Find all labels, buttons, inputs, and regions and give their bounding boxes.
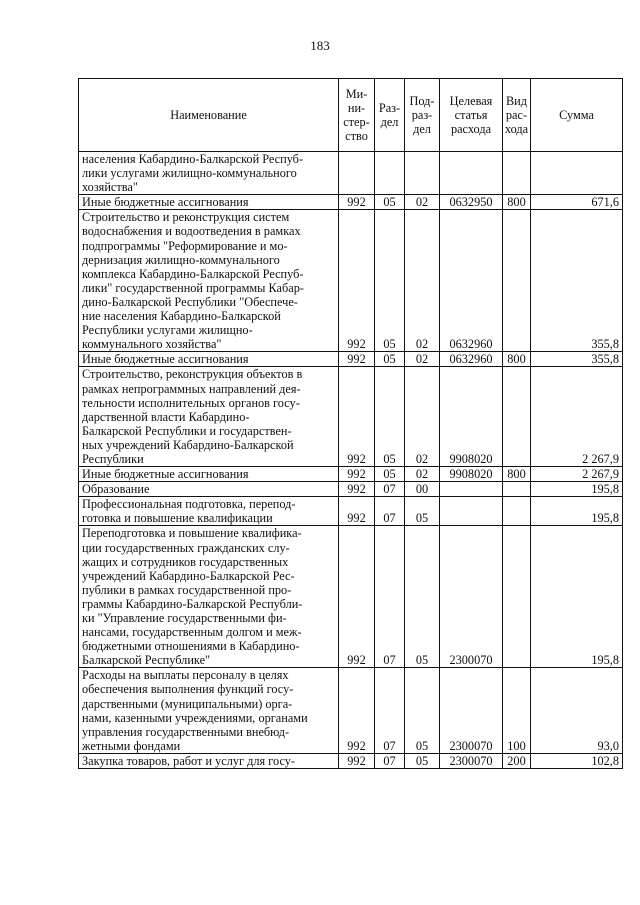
cell-ministry: 992 bbox=[339, 352, 375, 367]
cell-ministry: 992 bbox=[339, 497, 375, 526]
cell-subsection: 00 bbox=[405, 482, 440, 497]
cell-section: 07 bbox=[375, 668, 405, 754]
table-row bbox=[79, 753, 623, 768]
cell-name: населения Кабардино-Балкарской Респуб- лики услугами жилищно-коммунального хозяйства" bbox=[79, 152, 339, 195]
cell-name: Расходы на выплаты персоналу в целях обеспечения выполнения функций госу- дарственными (муниципальными) орга- нами, казенными учреждениями, органами управления государственными внебюд- жетными фондами bbox=[79, 668, 339, 754]
cell-sum: 195,8 bbox=[531, 482, 623, 497]
table-row bbox=[79, 497, 623, 526]
cell-name: Иные бюджетные ассигнования bbox=[79, 467, 339, 482]
cell-name: Закупка товаров, работ и услуг для госу- bbox=[79, 753, 339, 768]
cell-subsection: 05 bbox=[405, 668, 440, 754]
cell-name: Строительство, реконструкция объектов в рамках непрограммных направлений дея- тельности исполнительных органов госу- дарственной власти Кабардино- Балкарской Республики и государствен- ных учреждений Кабардино-Балкарской Республики bbox=[79, 367, 339, 467]
cell-name: Строительство и реконструкция систем водоснабжения и водоотведения в рамках подпрограммы "Реформирование и мо- дернизация жилищно-коммунального комплекса Кабардино-Балкарской Респуб- лики" государственной программы Кабар- дино-Балкарской Республики "Обеспече- ние населения Кабардино-Балкарской Республики услугами жилищно- коммунального хозяйства" bbox=[79, 210, 339, 352]
table-row bbox=[79, 352, 623, 367]
table-row bbox=[79, 668, 623, 754]
table-header-row bbox=[79, 79, 623, 152]
cell-target: 2300070 bbox=[440, 526, 503, 668]
cell-subsection: 02 bbox=[405, 467, 440, 482]
cell-section: 05 bbox=[375, 352, 405, 367]
cell-subsection: 02 bbox=[405, 195, 440, 210]
cell-section bbox=[375, 152, 405, 195]
header-subsection: Под- раз- дел bbox=[405, 79, 440, 152]
cell-type: 800 bbox=[503, 467, 531, 482]
budget-table bbox=[78, 78, 623, 769]
cell-ministry: 992 bbox=[339, 367, 375, 467]
cell-type bbox=[503, 152, 531, 195]
cell-type: 100 bbox=[503, 668, 531, 754]
table-row bbox=[79, 467, 623, 482]
table-row bbox=[79, 210, 623, 352]
cell-type bbox=[503, 526, 531, 668]
cell-ministry: 992 bbox=[339, 195, 375, 210]
cell-section: 05 bbox=[375, 195, 405, 210]
cell-target: 0632950 bbox=[440, 195, 503, 210]
cell-sum bbox=[531, 152, 623, 195]
cell-name: Иные бюджетные ассигнования bbox=[79, 352, 339, 367]
cell-type: 800 bbox=[503, 352, 531, 367]
cell-target: 9908020 bbox=[440, 467, 503, 482]
header-target: Целевая статья расхода bbox=[440, 79, 503, 152]
cell-target bbox=[440, 152, 503, 195]
cell-subsection bbox=[405, 152, 440, 195]
cell-sum: 2 267,9 bbox=[531, 367, 623, 467]
header-ministry: Ми- ни- стер- ство bbox=[339, 79, 375, 152]
cell-type bbox=[503, 497, 531, 526]
cell-type bbox=[503, 367, 531, 467]
table-row bbox=[79, 195, 623, 210]
cell-subsection: 02 bbox=[405, 367, 440, 467]
cell-sum: 102,8 bbox=[531, 753, 623, 768]
cell-type bbox=[503, 210, 531, 352]
cell-subsection: 05 bbox=[405, 753, 440, 768]
cell-ministry: 992 bbox=[339, 210, 375, 352]
header-sum: Сумма bbox=[531, 79, 623, 152]
cell-ministry bbox=[339, 152, 375, 195]
cell-target bbox=[440, 482, 503, 497]
cell-name: Образование bbox=[79, 482, 339, 497]
cell-section: 07 bbox=[375, 497, 405, 526]
cell-ministry: 992 bbox=[339, 753, 375, 768]
header-section: Раз- дел bbox=[375, 79, 405, 152]
header-name: Наименование bbox=[79, 79, 339, 152]
cell-section: 05 bbox=[375, 367, 405, 467]
cell-target: 0632960 bbox=[440, 210, 503, 352]
cell-sum: 355,8 bbox=[531, 352, 623, 367]
cell-target: 2300070 bbox=[440, 668, 503, 754]
cell-ministry: 992 bbox=[339, 668, 375, 754]
cell-sum: 2 267,9 bbox=[531, 467, 623, 482]
table-row bbox=[79, 526, 623, 668]
cell-section: 07 bbox=[375, 482, 405, 497]
cell-section: 05 bbox=[375, 210, 405, 352]
cell-name: Переподготовка и повышение квалифика- ции государственных гражданских слу- жащих и сотрудников государственных учреждений Кабардино-Балкарской Рес- публики в рамках государственной про- граммы Кабардино-Балкарской Республи- ки "Управление государственными фи- нансами, государственным долгом и меж- бюджетными отношениями в Кабардино- Балкарской Республике" bbox=[79, 526, 339, 668]
cell-section: 07 bbox=[375, 753, 405, 768]
cell-subsection: 02 bbox=[405, 352, 440, 367]
table-row bbox=[79, 367, 623, 467]
cell-target bbox=[440, 497, 503, 526]
table-row bbox=[79, 482, 623, 497]
cell-target: 9908020 bbox=[440, 367, 503, 467]
cell-target: 2300070 bbox=[440, 753, 503, 768]
table-row bbox=[79, 152, 623, 195]
cell-subsection: 05 bbox=[405, 526, 440, 668]
header-type: Вид рас- хода bbox=[503, 79, 531, 152]
page-number: 183 bbox=[310, 38, 330, 53]
cell-target: 0632960 bbox=[440, 352, 503, 367]
cell-ministry: 992 bbox=[339, 482, 375, 497]
cell-type: 200 bbox=[503, 753, 531, 768]
cell-type bbox=[503, 482, 531, 497]
cell-sum: 93,0 bbox=[531, 668, 623, 754]
cell-ministry: 992 bbox=[339, 467, 375, 482]
cell-sum: 355,8 bbox=[531, 210, 623, 352]
cell-section: 07 bbox=[375, 526, 405, 668]
cell-name: Иные бюджетные ассигнования bbox=[79, 195, 339, 210]
table-body bbox=[79, 152, 623, 769]
cell-ministry: 992 bbox=[339, 526, 375, 668]
cell-sum: 195,8 bbox=[531, 526, 623, 668]
cell-subsection: 05 bbox=[405, 497, 440, 526]
cell-sum: 195,8 bbox=[531, 497, 623, 526]
cell-sum: 671,6 bbox=[531, 195, 623, 210]
cell-type: 800 bbox=[503, 195, 531, 210]
cell-name: Профессиональная подготовка, перепод- готовка и повышение квалификации bbox=[79, 497, 339, 526]
cell-subsection: 02 bbox=[405, 210, 440, 352]
cell-section: 05 bbox=[375, 467, 405, 482]
